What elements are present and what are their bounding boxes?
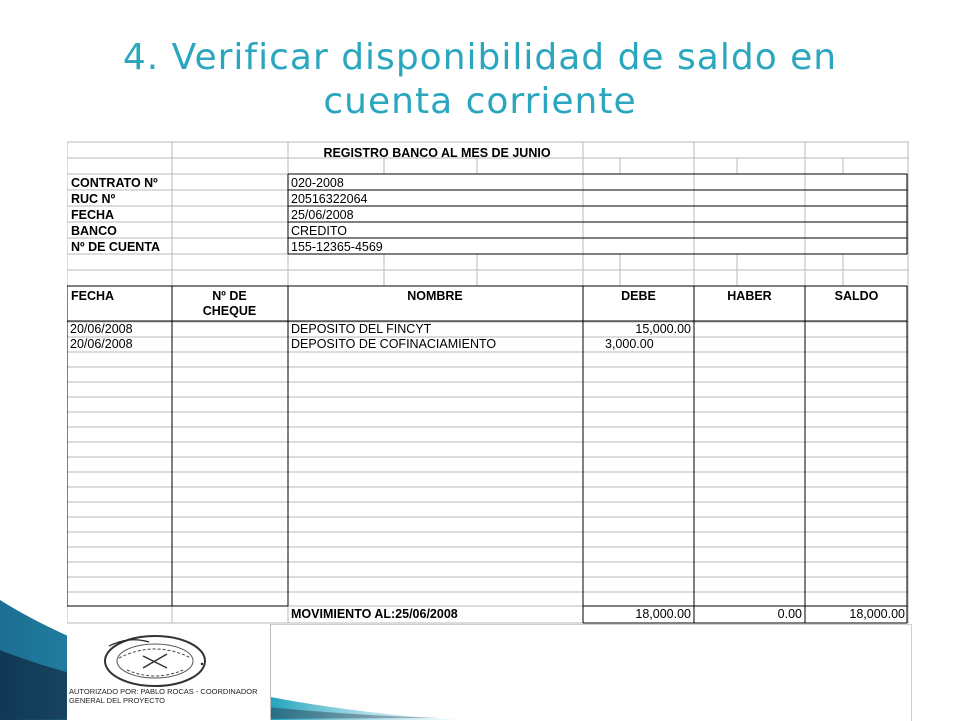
col-header-saldo: SALDO — [834, 289, 879, 303]
info-value-fecha: 25/06/2008 — [291, 208, 354, 222]
register-header: REGISTRO BANCO AL MES DE JUNIO — [323, 146, 551, 160]
col-header-debe: DEBE — [621, 289, 656, 303]
info-label-cuenta: Nº DE CUENTA — [71, 240, 161, 254]
row-nombre: DEPOSITO DE COFINACIAMIENTO — [291, 337, 497, 351]
col-header-nombre: NOMBRE — [407, 289, 463, 303]
info-value-banco: CREDITO — [291, 224, 348, 238]
institution-seal-icon — [99, 634, 211, 688]
info-value-ruc: 20516322064 — [291, 192, 368, 206]
totals-saldo: 18,000.00 — [849, 607, 905, 621]
totals-label: MOVIMIENTO AL:25/06/2008 — [291, 607, 458, 621]
info-label-fecha: FECHA — [71, 208, 115, 222]
col-header-fecha: FECHA — [71, 289, 115, 303]
row-debe: 15,000.00 — [635, 322, 691, 336]
row-nombre: DEPOSITO DEL FINCYT — [291, 322, 432, 336]
info-value-contrato: 020-2008 — [291, 176, 344, 190]
row-fecha: 20/06/2008 — [70, 337, 133, 351]
slide-title-line2: cuenta corriente — [323, 81, 637, 122]
col-header-cheque-line1: Nº DE — [212, 289, 247, 303]
row-debe: 3,000.00 — [605, 337, 654, 351]
totals-debe: 18,000.00 — [635, 607, 691, 621]
info-label-ruc: RUC Nº — [71, 192, 116, 206]
col-header-haber: HABER — [727, 289, 772, 303]
totals-haber: 0.00 — [777, 607, 802, 621]
sheet-grid — [67, 141, 909, 625]
signature-text: AUTORIZADO POR: PABLO ROCAS - COORDINADOR GENERAL DEL PROYECTO — [69, 687, 258, 705]
info-value-cuenta: 155-12365-4569 — [291, 240, 383, 254]
slide-title-line1: 4. Verificar disponibilidad de saldo en — [122, 37, 838, 78]
info-label-banco: BANCO — [71, 224, 117, 238]
bank-register-sheet — [67, 141, 909, 625]
col-header-cheque-line2: CHEQUE — [202, 304, 257, 318]
slide-title — [40, 36, 920, 124]
signature-block — [67, 624, 271, 720]
row-fecha: 20/06/2008 — [70, 322, 133, 336]
blank-area — [271, 624, 912, 721]
info-label-contrato: CONTRATO Nº — [71, 176, 158, 190]
